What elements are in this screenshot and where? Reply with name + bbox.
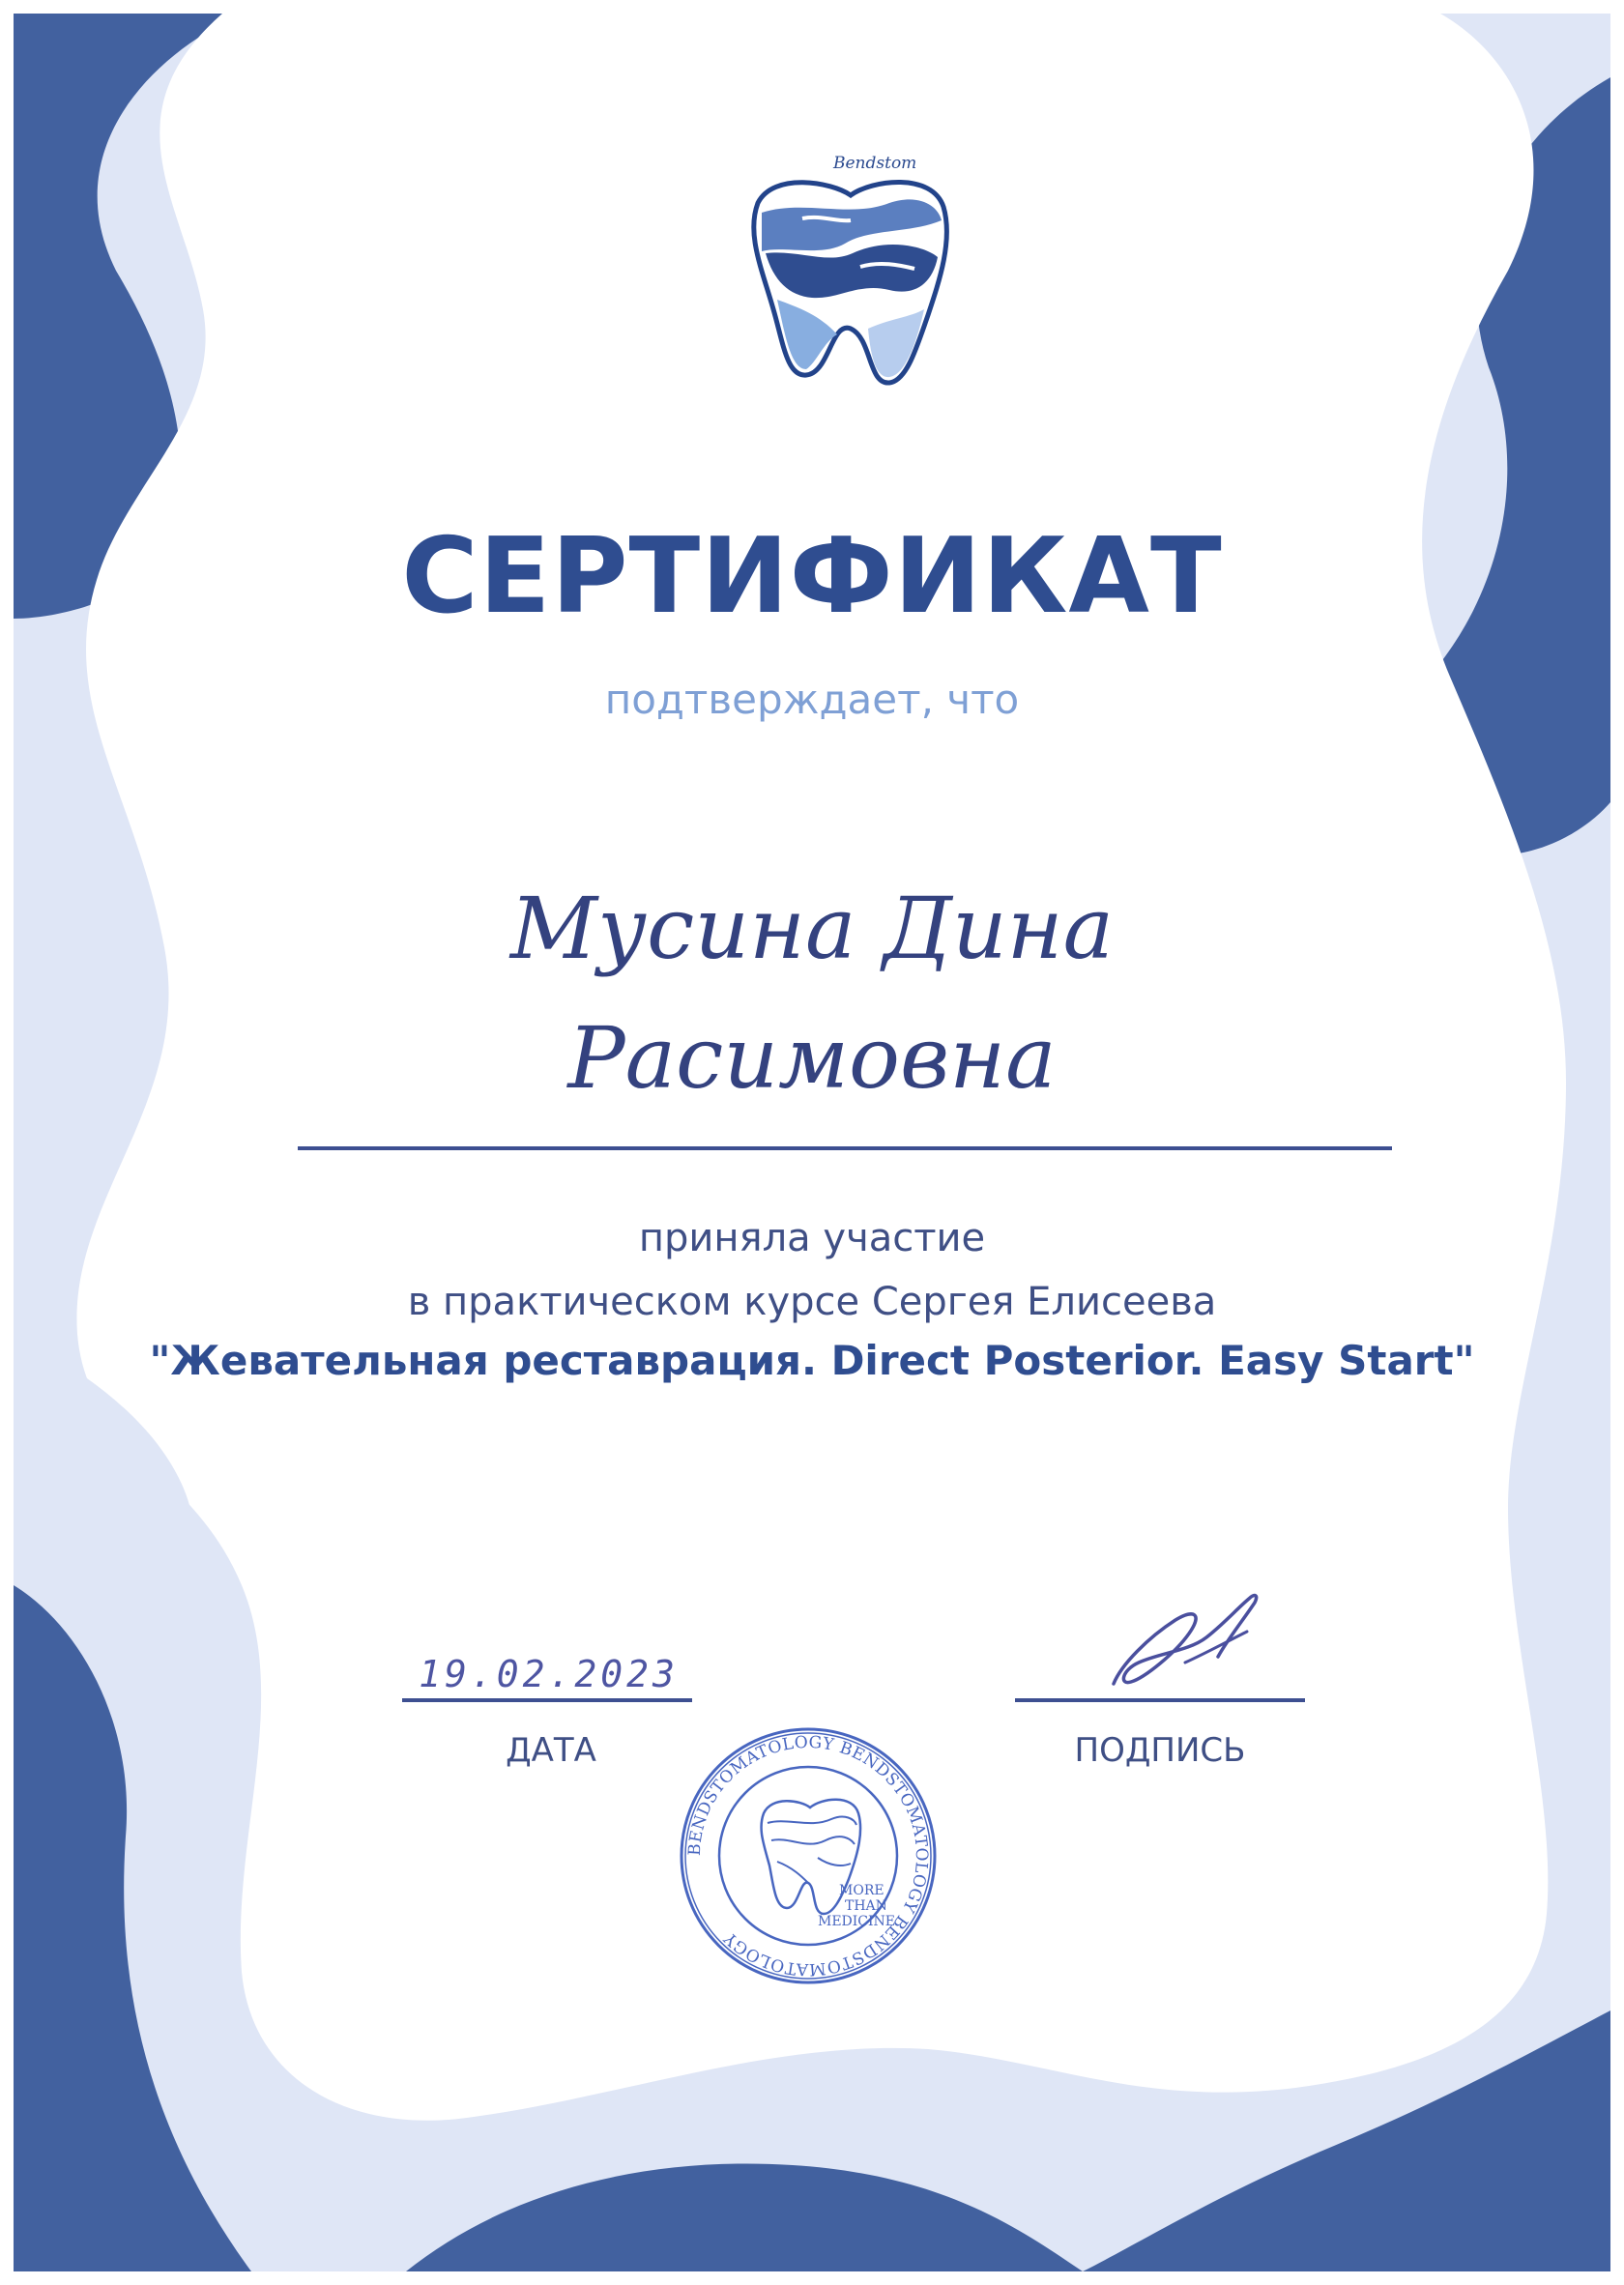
course-title: "Жевательная реставрация. Direct Posterior. Easy Start" xyxy=(149,1337,1475,1384)
handwritten-signature-icon xyxy=(1092,1570,1276,1705)
tooth-logo-icon xyxy=(744,145,957,387)
participation-text: приняла участие xyxy=(638,1216,986,1260)
round-stamp xyxy=(677,1724,940,1987)
recipient-name-line2: Расимовна xyxy=(567,1008,1057,1108)
name-underline xyxy=(298,1146,1392,1150)
signature-underline xyxy=(1015,1698,1305,1702)
certificate-title: СЕРТИФИКАТ xyxy=(401,516,1223,637)
date-underline xyxy=(402,1698,692,1702)
course-intro-text: в практическом курсе Сергея Елисеева xyxy=(407,1280,1217,1324)
recipient-name-line1: Мусина Дина xyxy=(509,879,1115,978)
signature-label: ПОДПИСЬ xyxy=(1074,1731,1246,1770)
stamp-ring-text: BENDSTOMATOLOGY BENDSTOMATOLOGY BENDSTOMATOLOGY xyxy=(684,1732,932,1980)
logo-brand-text: Bendstom xyxy=(833,154,917,173)
stamp-line-more: MORE xyxy=(839,1883,884,1898)
certificate-subtitle: подтверждает, что xyxy=(604,676,1020,723)
stamp-line-than: THAN xyxy=(845,1898,887,1914)
date-label: ДАТА xyxy=(506,1731,596,1770)
date-value: 19.02.2023 xyxy=(419,1653,679,1695)
stamp-line-medicine: MEDICINE xyxy=(818,1914,896,1929)
